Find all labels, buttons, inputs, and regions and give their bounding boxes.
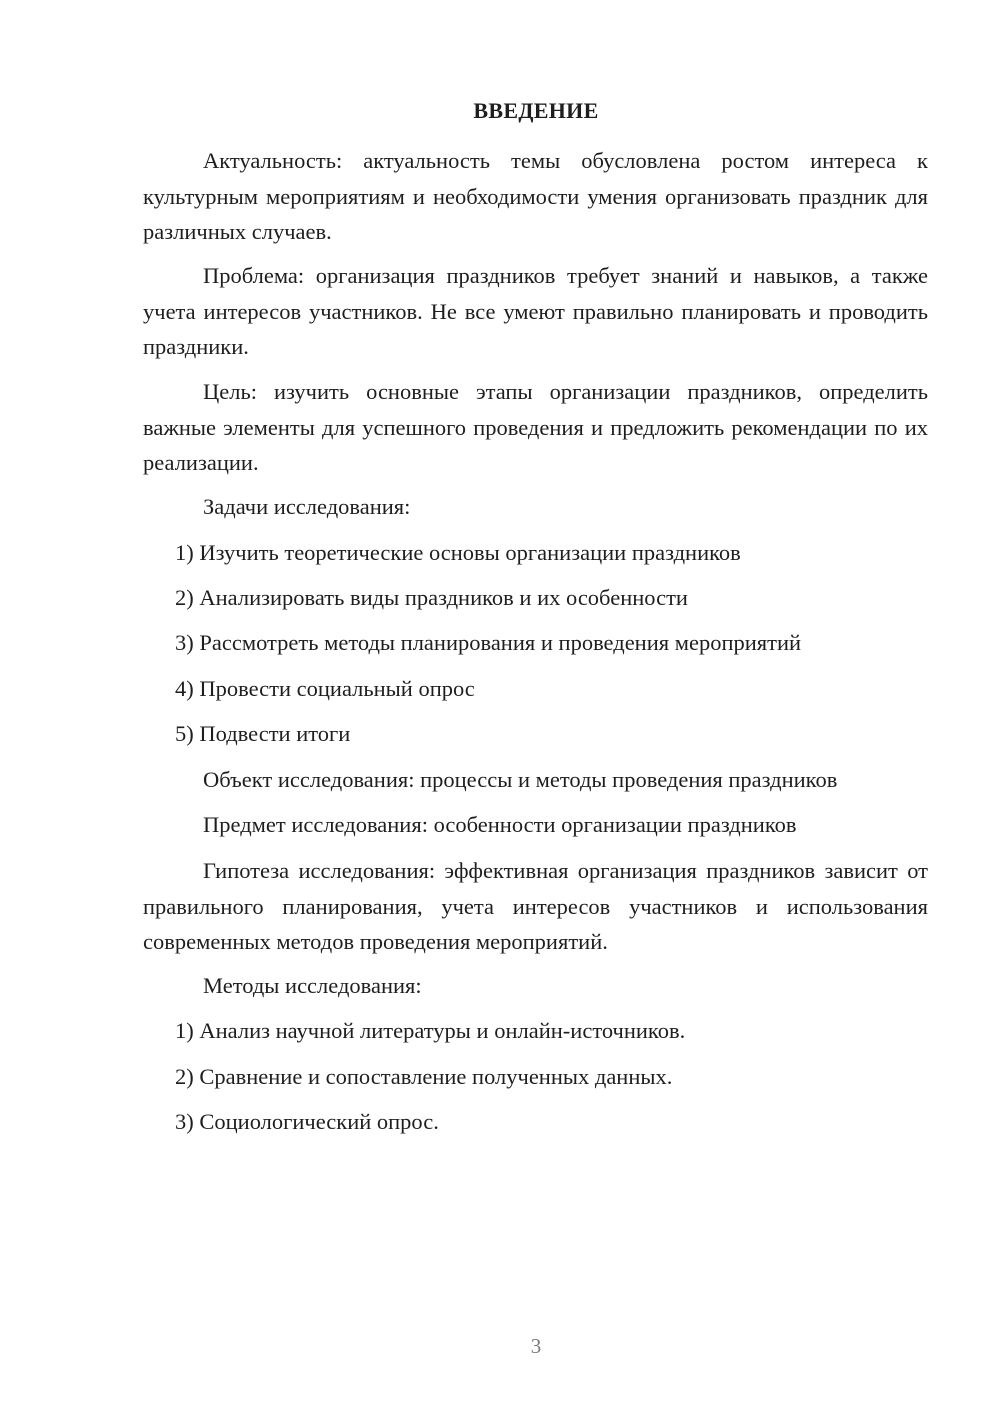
task-item: 4) Провести социальный опрос [175,676,475,701]
tasks-heading: Задачи исследования: [203,494,411,519]
problem-paragraph: Проблема: организация праздников требует знаний и навыков, а также учета интересов участников. Не все умеют правильно планировать и проводить праздники. [143,263,928,359]
research-object: Объект исследования: процессы и методы проведения праздников [203,767,838,792]
page-number: 3 [530,1334,542,1358]
method-item: 1) Анализ научной литературы и онлайн-источников. [175,1018,686,1043]
task-item: 3) Рассмотреть методы планирования и проведения мероприятий [175,630,802,655]
method-item: 2) Сравнение и сопоставление полученных данных. [175,1064,673,1089]
task-item: 5) Подвести итоги [175,721,351,746]
method-item: 3) Социологический опрос. [175,1109,439,1134]
hypothesis-paragraph: Гипотеза исследования: эффективная организация праздников зависит от правильного планирования, учета интересов участников и использования современных методов проведения мероприятий. [143,858,928,954]
page-title: ВВЕДЕНИЕ [473,98,599,123]
task-item: 2) Анализировать виды праздников и их особенности [175,585,688,610]
methods-heading: Методы исследования: [203,973,422,998]
task-item: 1) Изучить теоретические основы организации праздников [175,540,741,565]
relevance-paragraph: Актуальность: актуальность темы обусловлена ростом интереса к культурным мероприятиям и необходимости умения организовать праздник для различных случаев. [143,148,928,244]
research-subject: Предмет исследования: особенности организации праздников [203,812,797,837]
goal-paragraph: Цель: изучить основные этапы организации праздников, определить важные элементы для успешного проведения и предложить рекомендации по их реализации. [143,379,928,475]
